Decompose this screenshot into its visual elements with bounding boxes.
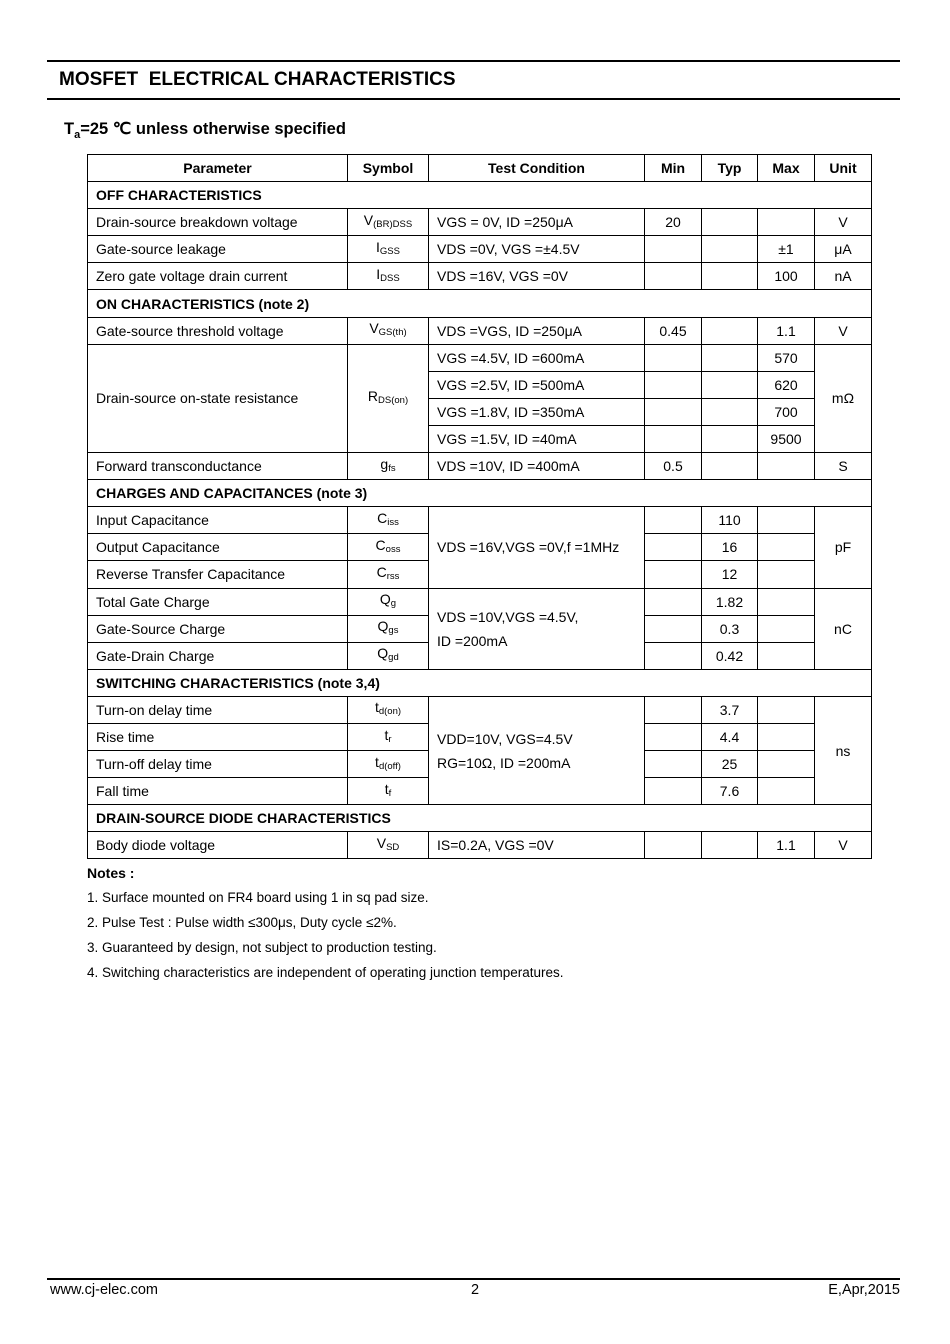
- table-row: [88, 696, 872, 723]
- max-cell: 1.1: [758, 317, 815, 344]
- unit-cell: V: [815, 209, 872, 236]
- symbol-cell: $C_{rss}$: [348, 561, 429, 588]
- typ-cell: [702, 371, 758, 398]
- max-cell: [758, 534, 815, 561]
- section-charges: CHARGES AND CAPACITANCES (note 3): [88, 480, 872, 507]
- max-cell: [758, 696, 815, 723]
- condition-cell: VGS =1.8V, ID =350mA: [429, 398, 645, 425]
- max-cell: ±1: [758, 236, 815, 263]
- header-parameter: Parameter: [88, 155, 348, 182]
- typ-cell: [702, 263, 758, 290]
- condition-cell: VGS = 0V, ID =250μA: [429, 209, 645, 236]
- footer-divider: [47, 1278, 900, 1280]
- header-test-condition: Test Condition: [429, 155, 645, 182]
- min-cell: [645, 615, 702, 642]
- typ-cell: [702, 398, 758, 425]
- min-cell: [645, 534, 702, 561]
- param-cell: Turn-on delay time: [88, 696, 348, 723]
- section-off: OFF CHARACTERISTICS: [88, 182, 872, 209]
- footer-website: www.cj-elec.com: [50, 1282, 158, 1298]
- max-cell: [758, 615, 815, 642]
- symbol-cell: $t_{d(off)}$: [348, 751, 429, 778]
- max-cell: 570: [758, 344, 815, 371]
- table-header-row: [88, 155, 872, 182]
- max-cell: [758, 778, 815, 805]
- symbol-cell: $V_{(BR)DSS}$: [348, 209, 429, 236]
- unit-cell: nC: [815, 588, 872, 669]
- typ-cell: 1.82: [702, 588, 758, 615]
- table-row: [88, 453, 872, 480]
- typ-cell: 16: [702, 534, 758, 561]
- typ-cell: 0.42: [702, 642, 758, 669]
- max-cell: [758, 507, 815, 534]
- note-item: 1. Surface mounted on FR4 board using 1 in sq pad size.: [87, 890, 429, 905]
- min-cell: 20: [645, 209, 702, 236]
- param-cell: Gate-source leakage: [88, 236, 348, 263]
- max-cell: 620: [758, 371, 815, 398]
- table-row: [88, 832, 872, 859]
- electrical-characteristics-table: [87, 154, 872, 859]
- unit-cell: mΩ: [815, 344, 872, 452]
- param-cell: Reverse Transfer Capacitance: [88, 561, 348, 588]
- symbol-cell: $t_f$: [348, 778, 429, 805]
- symbol-cell: $V_{SD}$: [348, 832, 429, 859]
- header-typ: Typ: [702, 155, 758, 182]
- min-cell: 0.45: [645, 317, 702, 344]
- unit-cell: μA: [815, 236, 872, 263]
- param-cell: Body diode voltage: [88, 832, 348, 859]
- symbol-cell: $g_{fs}$: [348, 453, 429, 480]
- condition-cell: VDS =16V, VGS =0V: [429, 263, 645, 290]
- note-item: 4. Switching characteristics are independent of operating junction temperatures.: [87, 965, 564, 980]
- unit-cell: ns: [815, 696, 872, 804]
- max-cell: [758, 561, 815, 588]
- section-row: [88, 805, 872, 832]
- condition-cell: VDS =16V,VGS =0V,f =1MHz: [429, 507, 645, 588]
- symbol-cell: $t_{d(on)}$: [348, 696, 429, 723]
- min-cell: [645, 425, 702, 452]
- param-cell: Gate-source threshold voltage: [88, 317, 348, 344]
- table-row: [88, 209, 872, 236]
- param-cell: Input Capacitance: [88, 507, 348, 534]
- symbol-cell: $Q_g$: [348, 588, 429, 615]
- note-item: 3. Guaranteed by design, not subject to production testing.: [87, 940, 437, 955]
- unit-cell: nA: [815, 263, 872, 290]
- typ-cell: [702, 236, 758, 263]
- param-cell: Zero gate voltage drain current: [88, 263, 348, 290]
- typ-cell: [702, 832, 758, 859]
- param-cell: Fall time: [88, 778, 348, 805]
- param-cell: Gate-Drain Charge: [88, 642, 348, 669]
- symbol-cell: $C_{iss}$: [348, 507, 429, 534]
- footer-revision: E,Apr,2015: [828, 1282, 900, 1298]
- header-min: Min: [645, 155, 702, 182]
- symbol-cell: $V_{GS(th)}$: [348, 317, 429, 344]
- symbol-cell: $R_{DS(on)}$: [348, 344, 429, 452]
- table-row: [88, 317, 872, 344]
- min-cell: 0.5: [645, 453, 702, 480]
- header-max: Max: [758, 155, 815, 182]
- max-cell: [758, 209, 815, 236]
- typ-cell: 25: [702, 751, 758, 778]
- typ-cell: [702, 209, 758, 236]
- header-unit: Unit: [815, 155, 872, 182]
- param-cell: Drain-source breakdown voltage: [88, 209, 348, 236]
- typ-cell: [702, 425, 758, 452]
- max-cell: 9500: [758, 425, 815, 452]
- min-cell: [645, 778, 702, 805]
- min-cell: [645, 696, 702, 723]
- table-row: [88, 263, 872, 290]
- min-cell: [645, 832, 702, 859]
- max-cell: 1.1: [758, 832, 815, 859]
- header-symbol: Symbol: [348, 155, 429, 182]
- condition-cell: VGS =4.5V, ID =600mA: [429, 344, 645, 371]
- max-cell: [758, 751, 815, 778]
- section-switching: SWITCHING CHARACTERISTICS (note 3,4): [88, 669, 872, 696]
- condition-cell: VDD=10V, VGS=4.5V RG=10Ω, ID =200mA: [429, 696, 645, 804]
- unit-cell: V: [815, 317, 872, 344]
- section-row: [88, 182, 872, 209]
- min-cell: [645, 236, 702, 263]
- min-cell: [645, 507, 702, 534]
- param-cell: Turn-off delay time: [88, 751, 348, 778]
- typ-cell: 3.7: [702, 696, 758, 723]
- param-cell: Forward transconductance: [88, 453, 348, 480]
- condition-cell: VDS =10V, ID =400mA: [429, 453, 645, 480]
- test-condition-heading: $T_a=25$ ℃ unless otherwise specified: [64, 120, 346, 141]
- typ-cell: 12: [702, 561, 758, 588]
- min-cell: [645, 642, 702, 669]
- param-cell: Output Capacitance: [88, 534, 348, 561]
- max-cell: [758, 642, 815, 669]
- typ-cell: [702, 453, 758, 480]
- param-cell: Rise time: [88, 723, 348, 750]
- min-cell: [645, 371, 702, 398]
- typ-cell: 0.3: [702, 615, 758, 642]
- section-row: [88, 480, 872, 507]
- symbol-cell: $C_{oss}$: [348, 534, 429, 561]
- max-cell: [758, 588, 815, 615]
- unit-cell: pF: [815, 507, 872, 588]
- table-row: [88, 236, 872, 263]
- condition-cell: VDS =VGS, ID =250μA: [429, 317, 645, 344]
- notes-section: [87, 864, 564, 982]
- max-cell: 100: [758, 263, 815, 290]
- min-cell: [645, 263, 702, 290]
- condition-cell: VGS =2.5V, ID =500mA: [429, 371, 645, 398]
- notes-title: Notes :: [87, 865, 135, 881]
- condition-cell: VGS =1.5V, ID =40mA: [429, 425, 645, 452]
- condition-cell: VDS =0V, VGS =±4.5V: [429, 236, 645, 263]
- typ-cell: 110: [702, 507, 758, 534]
- max-cell: [758, 723, 815, 750]
- min-cell: [645, 398, 702, 425]
- symbol-cell: $Q_{gd}$: [348, 642, 429, 669]
- symbol-cell: $t_r$: [348, 723, 429, 750]
- min-cell: [645, 561, 702, 588]
- max-cell: [758, 453, 815, 480]
- table-row: [88, 344, 872, 371]
- symbol-cell: $I_{GSS}$: [348, 236, 429, 263]
- symbol-cell: $Q_{gs}$: [348, 615, 429, 642]
- min-cell: [645, 751, 702, 778]
- section-row: [88, 290, 872, 317]
- table-row: [88, 588, 872, 615]
- note-item: 2. Pulse Test : Pulse width ≤300μs, Duty cycle ≤2%.: [87, 915, 397, 930]
- condition-cell: VDS =10V,VGS =4.5V, ID =200mA: [429, 588, 645, 669]
- section-on: ON CHARACTERISTICS (note 2): [88, 290, 872, 317]
- typ-cell: [702, 344, 758, 371]
- param-cell: Drain-source on-state resistance: [88, 344, 348, 452]
- typ-cell: [702, 317, 758, 344]
- min-cell: [645, 588, 702, 615]
- unit-cell: S: [815, 453, 872, 480]
- page-title: MOSFET ELECTRICAL CHARACTERISTICS: [47, 60, 900, 100]
- param-cell: Total Gate Charge: [88, 588, 348, 615]
- section-row: [88, 669, 872, 696]
- unit-cell: V: [815, 832, 872, 859]
- min-cell: [645, 723, 702, 750]
- typ-cell: 4.4: [702, 723, 758, 750]
- symbol-cell: $I_{DSS}$: [348, 263, 429, 290]
- min-cell: [645, 344, 702, 371]
- footer-page-number: 2: [470, 1282, 480, 1298]
- param-cell: Gate-Source Charge: [88, 615, 348, 642]
- table-row: [88, 507, 872, 534]
- typ-cell: 7.6: [702, 778, 758, 805]
- max-cell: 700: [758, 398, 815, 425]
- section-diode: DRAIN-SOURCE DIODE CHARACTERISTICS: [88, 805, 872, 832]
- condition-cell: IS=0.2A, VGS =0V: [429, 832, 645, 859]
